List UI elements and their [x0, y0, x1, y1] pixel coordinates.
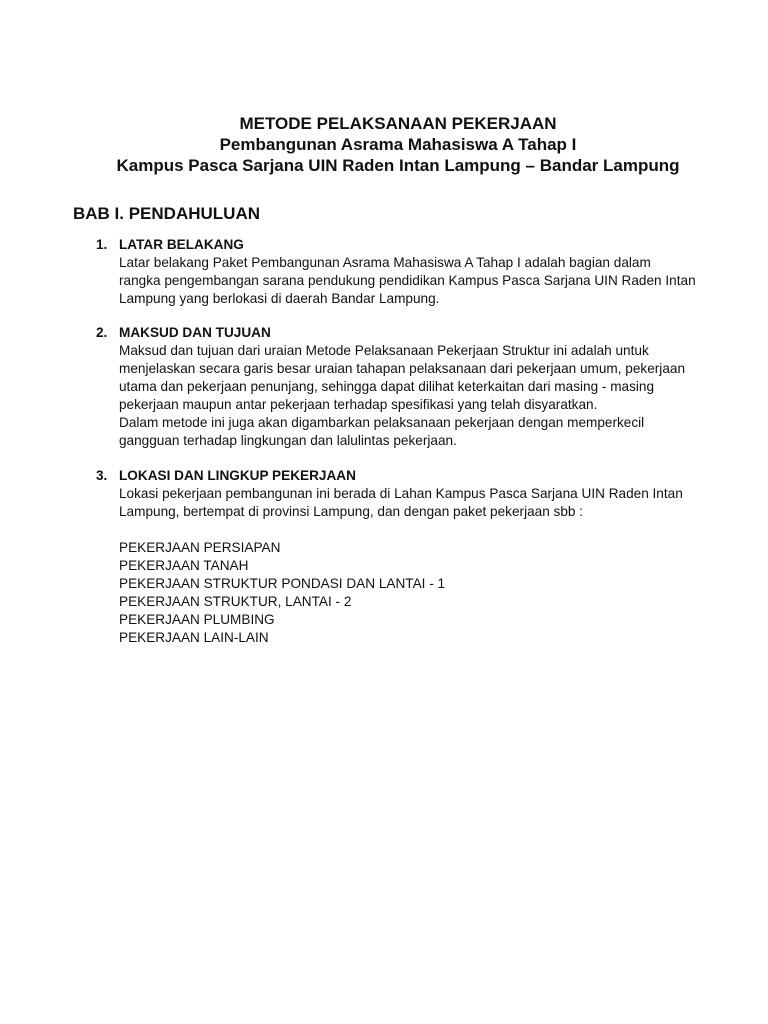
section-number: 2. — [96, 325, 108, 340]
paragraph-line: gangguan terhadap lingkungan dan lalulintas pekerjaan. — [119, 433, 457, 448]
section-number: 3. — [96, 468, 108, 483]
section-heading: LOKASI DAN LINGKUP PEKERJAAN — [119, 468, 356, 483]
work-item: PEKERJAAN TANAH — [119, 558, 249, 573]
spacer — [96, 521, 736, 539]
paragraph-line: Maksud dan tujuan dari uraian Metode Pelaksanaan Pekerjaan Struktur ini adalah untuk — [119, 343, 649, 358]
document-title-block — [0, 113, 768, 176]
work-item: PEKERJAAN PLUMBING — [119, 612, 275, 627]
project-location: Kampus Pasca Sarjana UIN Raden Intan Lampung – Bandar Lampung — [116, 156, 680, 175]
project-name: Pembangunan Asrama Mahasiswa A Tahap I — [219, 135, 577, 154]
paragraph-line: Lampung, bertempat di provinsi Lampung, dan dengan paket pekerjaan sbb : — [119, 504, 584, 519]
paragraph-line: Dalam metode ini juga akan digambarkan pelaksanaan pekerjaan dengan memperkecil — [119, 415, 645, 430]
section-heading: MAKSUD DAN TUJUAN — [119, 325, 271, 340]
paragraph-line: pekerjaan maupun antar pekerjaan terhadap spesifikasi yang telah disyaratkan. — [119, 397, 598, 412]
work-item: PEKERJAAN STRUKTUR PONDASI DAN LANTAI - 1 — [119, 576, 446, 591]
section-latar-belakang — [96, 236, 736, 308]
section-number: 1. — [96, 237, 108, 252]
paragraph-line: rangka pengembangan sarana pendukung pendidikan Kampus Pasca Sarjana UIN Raden Intan — [119, 273, 696, 288]
work-item: PEKERJAAN LAIN-LAIN — [119, 630, 269, 645]
document-title: METODE PELAKSANAAN PEKERJAAN — [239, 114, 557, 133]
section-lokasi-dan-lingkup — [96, 467, 736, 647]
paragraph-line: utama dan pekerjaan penunjang, sehingga dapat dilihat keterkaitan dari masing - masing — [119, 379, 655, 394]
paragraph-line: menjelaskan secara garis besar uraian tahapan pelaksanaan dari pekerjaan umum, pekerjaan — [119, 361, 685, 376]
chapter-heading: BAB I. PENDAHULUAN — [73, 204, 260, 223]
paragraph-line: Latar belakang Paket Pembangunan Asrama Mahasiswa A Tahap I adalah bagian dalam — [119, 255, 651, 270]
work-item: PEKERJAAN PERSIAPAN — [119, 540, 281, 555]
paragraph-line: Lokasi pekerjaan pembangunan ini berada di Lahan Kampus Pasca Sarjana UIN Raden Intan — [119, 486, 683, 501]
section-maksud-dan-tujuan — [96, 324, 736, 450]
paragraph-line: Lampung yang berlokasi di daerah Bandar Lampung. — [119, 291, 440, 306]
work-item: PEKERJAAN STRUKTUR, LANTAI - 2 — [119, 594, 352, 609]
section-heading: LATAR BELAKANG — [119, 237, 244, 252]
